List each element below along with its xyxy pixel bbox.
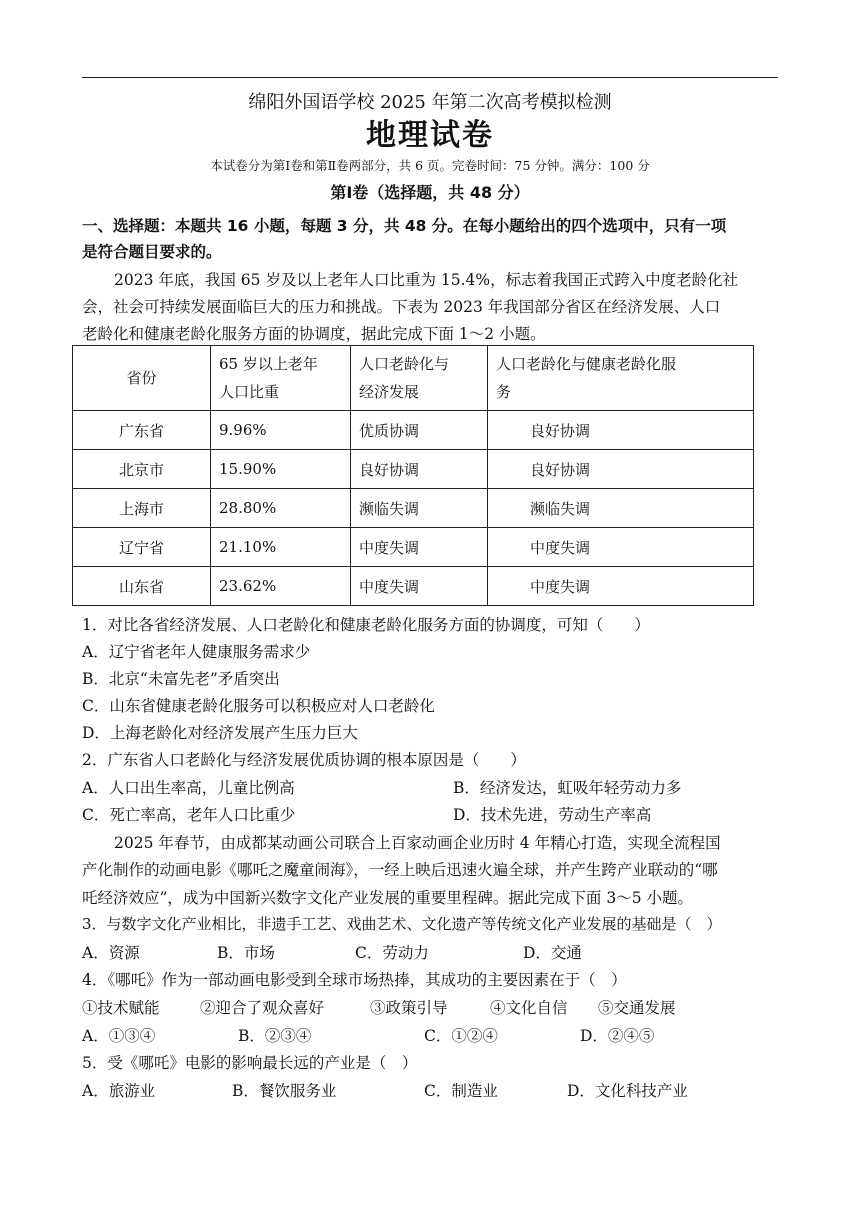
cell-province: 北京市 <box>73 450 211 489</box>
cell-province: 山东省 <box>73 567 211 606</box>
q3-option-c[interactable]: C．劳动力 <box>355 944 429 962</box>
cell-health: 良好协调 <box>488 411 754 450</box>
q5-option-b[interactable]: B．餐饮服务业 <box>232 1082 337 1100</box>
passage1-line3: 老龄化和健康老龄化服务方面的协调度，据此完成下面 1～2 小题。 <box>82 325 546 343</box>
header-ratio: 65 岁以上老年 人口比重 <box>211 346 351 411</box>
table-header-row <box>73 346 754 411</box>
cell-ratio: 15.90% <box>211 450 351 489</box>
school-line: 绵阳外国语学校 2025 年第二次高考模拟检测 <box>248 92 612 113</box>
cell-ratio: 23.62% <box>211 567 351 606</box>
q4-factor-2: ②迎合了观众喜好 <box>200 999 325 1017</box>
q1-option-c[interactable]: C．山东省健康老龄化服务可以积极应对人口老龄化 <box>82 697 435 715</box>
subject-title: 地理试卷 <box>366 118 494 153</box>
q4-option-a[interactable]: A．①③④ <box>82 1027 156 1045</box>
header-health: 人口老龄化与健康老龄化服 务 <box>488 346 754 411</box>
cell-econ: 优质协调 <box>351 411 488 450</box>
q2-stem: 2．广东省人口老龄化与经济发展优质协调的根本原因是（ ） <box>82 751 526 769</box>
cell-province: 辽宁省 <box>73 528 211 567</box>
q4-stem: 4．《哪吒》作为一部动画电影受到全球市场热捧，其成功的主要因素在于（ ） <box>82 971 627 989</box>
table-row <box>73 450 754 489</box>
q4-factor-5: ⑤交通发展 <box>598 999 676 1017</box>
q2-option-d[interactable]: D．技术先进，劳动生产率高 <box>453 806 652 824</box>
table-row <box>73 489 754 528</box>
q3-option-b[interactable]: B．市场 <box>217 944 275 962</box>
q4-option-b[interactable]: B．②③④ <box>238 1027 312 1045</box>
q1-option-a[interactable]: A．辽宁省老年人健康服务需求少 <box>82 643 311 661</box>
q5-option-a[interactable]: A．旅游业 <box>82 1082 156 1100</box>
cell-health: 中度失调 <box>488 528 754 567</box>
cell-econ: 中度失调 <box>351 567 488 606</box>
section-heading-line1: 一、选择题：本题共 16 小题，每题 3 分，共 48 分。在每小题给出的四个选项中，只有一项 <box>82 217 727 235</box>
q2-option-c[interactable]: C．死亡率高，老年人口比重少 <box>82 806 296 824</box>
table-row <box>73 567 754 606</box>
header-econ: 人口老龄化与 经济发展 <box>351 346 488 411</box>
header-rule <box>82 77 778 78</box>
q4-option-c[interactable]: C．①②④ <box>424 1027 498 1045</box>
q5-stem: 5．受《哪吒》电影的影响最长远的产业是（ ） <box>82 1054 418 1072</box>
cell-province: 上海市 <box>73 489 211 528</box>
q4-option-d[interactable]: D．②④⑤ <box>580 1027 655 1045</box>
header-province: 省份 <box>73 346 211 411</box>
q2-option-b[interactable]: B．经济发达，虹吸年轻劳动力多 <box>453 779 682 797</box>
q3-option-a[interactable]: A．资源 <box>82 944 140 962</box>
cell-health: 中度失调 <box>488 567 754 606</box>
q3-option-d[interactable]: D．交通 <box>523 944 582 962</box>
exam-info: 本试卷分为第Ⅰ卷和第Ⅱ卷两部分，共 6 页。完卷时间：75 分钟。满分：100 分 <box>210 158 650 173</box>
section-heading-line2: 是符合题目要求的。 <box>82 243 222 261</box>
cell-econ: 濒临失调 <box>351 489 488 528</box>
table-row <box>73 528 754 567</box>
passage1-line2: 会，社会可持续发展面临巨大的压力和挑战。下表为 2023 年我国部分省区在经济发展、人口 <box>82 298 721 316</box>
passage1-line1: 2023 年底，我国 65 岁及以上老年人口比重为 15.4%，标志着我国正式跨入中度老龄化社 <box>114 271 739 289</box>
cell-health: 濒临失调 <box>488 489 754 528</box>
q4-factor-1: ①技术赋能 <box>82 999 160 1017</box>
q3-stem: 3．与数字文化产业相比，非遗手工艺、戏曲艺术、文化遗产等传统文化产业发展的基础是（ ） <box>82 915 722 933</box>
q2-option-a[interactable]: A．人口出生率高，儿童比例高 <box>82 779 295 797</box>
cell-ratio: 21.10% <box>211 528 351 567</box>
coordination-table <box>72 345 754 606</box>
cell-ratio: 28.80% <box>211 489 351 528</box>
part-title: 第Ⅰ卷（选择题，共 48 分） <box>330 183 530 202</box>
passage2-line2: 产化制作的动画电影《哪吒之魔童闹海》，一经上映后迅速火遍全球，并产生跨产业联动的“哪 <box>82 861 718 879</box>
cell-province: 广东省 <box>73 411 211 450</box>
passage2-line3: 吒经济效应”，成为中国新兴数字文化产业发展的重要里程碑。据此完成下面 3～5 小题。 <box>82 889 694 907</box>
q4-factor-3: ③政策引导 <box>370 999 448 1017</box>
q5-option-c[interactable]: C．制造业 <box>424 1082 498 1100</box>
q4-factor-4: ④文化自信 <box>490 999 568 1017</box>
cell-econ: 中度失调 <box>351 528 488 567</box>
cell-econ: 良好协调 <box>351 450 488 489</box>
cell-ratio: 9.96% <box>211 411 351 450</box>
table-row <box>73 411 754 450</box>
q1-stem: 1．对比各省经济发展、人口老龄化和健康老龄化服务方面的协调度，可知（ ） <box>82 616 650 634</box>
passage2-line1: 2025 年春节，由成都某动画公司联合上百家动画企业历时 4 年精心打造，实现全流程国 <box>114 834 721 852</box>
q5-option-d[interactable]: D．文化科技产业 <box>567 1082 688 1100</box>
cell-health: 良好协调 <box>488 450 754 489</box>
q1-option-d[interactable]: D．上海老龄化对经济发展产生压力巨大 <box>82 724 358 742</box>
q1-option-b[interactable]: B．北京“未富先老”矛盾突出 <box>82 670 280 688</box>
